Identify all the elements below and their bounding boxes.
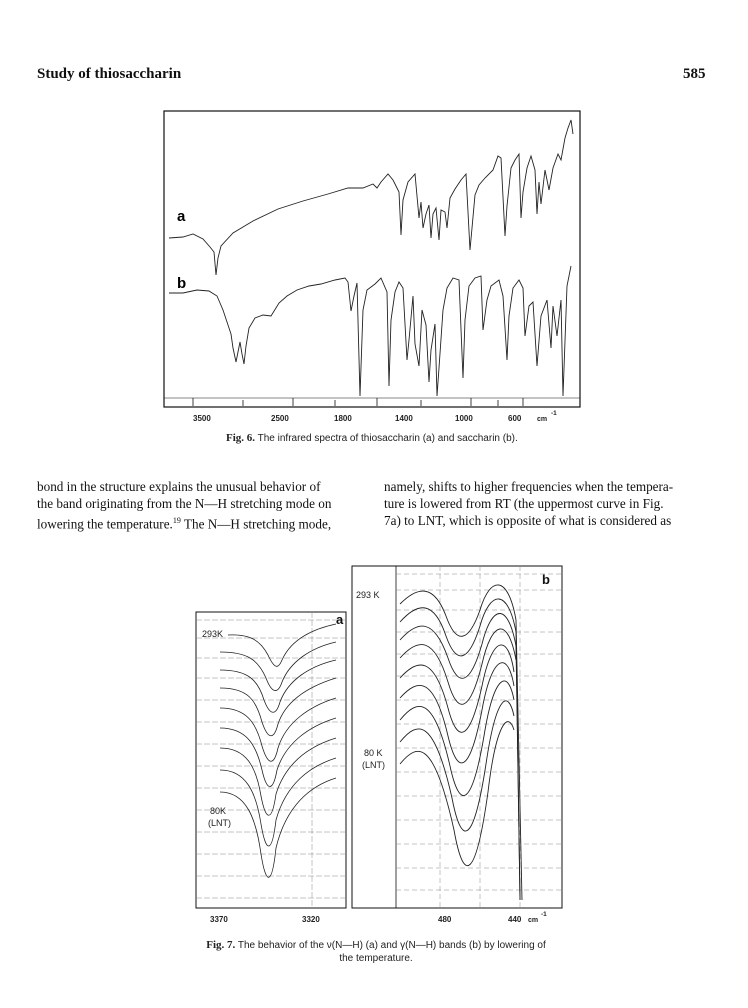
figure-6-ir-spectra — [163, 110, 583, 422]
body-text-left-column — [37, 478, 367, 532]
fig7a-tick-3320: 3320 — [302, 915, 320, 924]
body-right-line-1: namely, shifts to higher frequencies when the tempera- — [384, 479, 674, 494]
running-title: Study of thiosaccharin — [37, 66, 182, 82]
body-right-line-3: 7a) to LNT, which is opposite of what is considered as — [384, 513, 672, 528]
fig6-unit: cm — [537, 416, 548, 422]
fig7-panel-b — [352, 566, 562, 908]
fig7-caption-line1: The behavior of the ν(N—H) (a) and γ(N—H) bands (b) by lowering of — [237, 940, 546, 951]
body-right-line-2: ture is lowered from RT (the uppermost curve in Fig. — [384, 496, 664, 511]
fig6-tick-1800: 1800 — [334, 414, 352, 422]
fig7-caption-line2: the temperature. — [339, 953, 413, 964]
body-left-line-3: lowering the temperature.$^{19}$ The N—H stretching mode, — [37, 516, 332, 532]
fig7b-top-temp: 293 K — [356, 590, 380, 600]
spectrum-b-label: b — [177, 275, 187, 292]
spectrum-b-trace — [169, 266, 571, 396]
fig6-caption-label: Fig. 6. — [226, 432, 256, 444]
citation-19: 19 — [172, 516, 181, 525]
figure-7-temperature-bands — [190, 560, 570, 925]
fig7a-label: a — [336, 612, 344, 627]
spectrum-a-label: a — [177, 208, 186, 225]
fig7a-bottom-temp-note: (LNT) — [208, 818, 231, 828]
fig6-tick-3500: 3500 — [193, 414, 211, 422]
fig6-tick-2500: 2500 — [271, 414, 289, 422]
fig7a-bottom-temp: 80K — [210, 806, 227, 816]
fig6-tick-1000: 1000 — [455, 414, 473, 422]
body-left-line-1: bond in the structure explains the unusual behavior of — [37, 479, 321, 494]
fig7-caption-label: Fig. 7. — [206, 939, 236, 951]
fig7-unit: cm — [528, 917, 539, 924]
fig7b-tick-480: 480 — [438, 915, 452, 924]
fig7b-tick-440: 440 — [508, 915, 522, 924]
body-text-right-column — [384, 478, 714, 529]
fig7-caption — [156, 939, 596, 965]
fig6-tick-600: 600 — [508, 414, 522, 422]
fig7b-bottom-temp: 80 K — [364, 748, 383, 758]
fig6-unit-exp: -1 — [551, 410, 557, 417]
fig7b-label: b — [542, 572, 550, 587]
fig7-unit-exp: -1 — [541, 911, 547, 918]
spectrum-a-trace — [169, 120, 573, 275]
fig6-tick-1400: 1400 — [395, 414, 413, 422]
fig7a-top-temp: 293K — [202, 629, 224, 639]
fig7a-tick-3370: 3370 — [210, 915, 228, 924]
fig7-panel-a — [196, 612, 346, 908]
fig6-caption-text: The infrared spectra of thiosaccharin (a) and saccharin (b). — [257, 433, 518, 444]
fig6-caption — [226, 432, 518, 444]
body-left-line-2: the band originating from the N—H stretching mode on — [37, 496, 332, 511]
fig7b-bottom-temp-note: (LNT) — [362, 760, 385, 770]
page-number: 585 — [683, 66, 706, 82]
